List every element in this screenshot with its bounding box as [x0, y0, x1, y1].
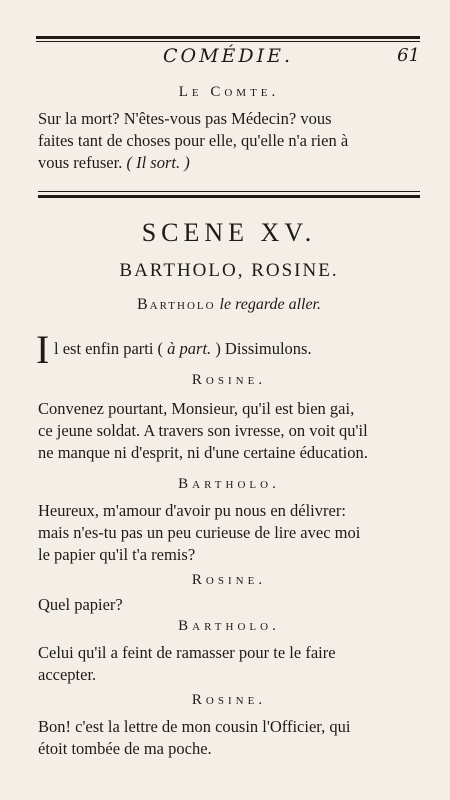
stage-direction: ( Il sort. )	[126, 153, 190, 172]
speaker-rosine: Rosine.	[191, 572, 267, 588]
speaker-rosine: Rosine.	[191, 692, 267, 708]
scene-rule-thick	[38, 195, 420, 198]
scene-cast: BARTHOLO, ROSINE.	[119, 260, 339, 281]
speech-line: Quel papier?	[38, 595, 123, 614]
speech-line: ne manque ni d'esprit, ni d'une certaine éducation.	[38, 443, 368, 462]
speaker-bartholo: Bartholo.	[178, 618, 280, 634]
speech-line: Sur la mort? N'êtes-vous pas Médecin? vous	[38, 109, 332, 128]
header-rule-thin	[36, 41, 420, 42]
speech-line: étoit tombée de ma poche.	[38, 739, 212, 758]
speech-line: le papier qu'il t'a remis?	[38, 545, 196, 564]
speaker-rosine: Rosine.	[191, 372, 267, 388]
page-number: 61	[397, 45, 420, 66]
speech-line: faites tant de choses pour elle, qu'elle n'a rien à	[38, 131, 349, 150]
scene-title: SCENE XV.	[141, 218, 317, 247]
direction-text: le regarde aller.	[219, 296, 322, 313]
speech-text: l est enfin parti (	[54, 339, 164, 358]
running-head	[36, 45, 420, 73]
speech-line: Heureux, m'amour d'avoir pu nous en délivrer:	[38, 501, 346, 520]
speech-text: ) Dissimulons.	[215, 339, 312, 358]
header-rule-thick	[36, 36, 420, 39]
speaker-bartholo: Bartholo.	[178, 476, 280, 492]
speech-line: Bon! c'est la lettre de mon cousin l'Officier, qui	[38, 717, 351, 736]
drop-cap: I	[36, 327, 50, 372]
speech-line: ce jeune soldat. A travers son ivresse, on voit qu'il	[38, 421, 368, 440]
speaker-le-comte: Le Comte.	[178, 84, 280, 100]
speech-line: Convenez pourtant, Monsieur, qu'il est bien gai,	[38, 399, 355, 418]
direction-character: Bartholo	[136, 296, 216, 313]
speech-line	[38, 152, 420, 174]
scene-direction	[38, 296, 420, 314]
speech-line	[54, 338, 420, 360]
scene-rule-thin	[38, 191, 420, 192]
speech-line: mais n'es-tu pas un peu curieuse de lire avec moi	[38, 523, 361, 542]
speech-text: vous refuser.	[38, 153, 123, 172]
speech-line: Celui qu'il a feint de ramasser pour te le faire	[38, 643, 336, 662]
running-title: COMÉDIE.	[162, 45, 294, 67]
speech-line: accepter.	[38, 665, 97, 684]
aside-direction: à part.	[167, 339, 212, 358]
